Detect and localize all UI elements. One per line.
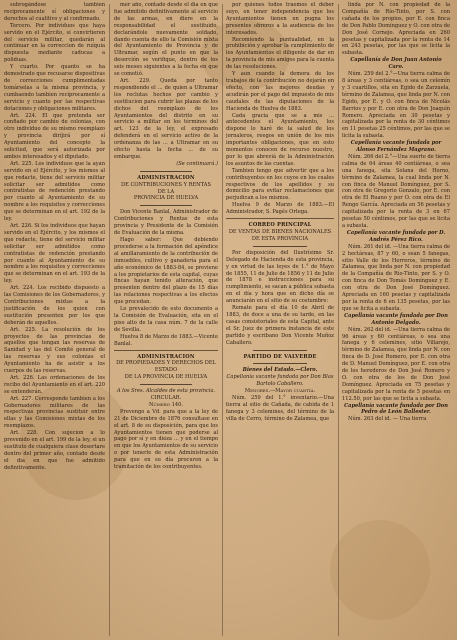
paragraph: Y cuarto. Por quanto se ha demostrado que recusarse dispositivas de correcciones cumplimentadas tomárselas a la misma provincia, y cumbaendo tambien reciprocamente a servicio y cuanto por las respectivas dotaciones y obligaciones militares. bbox=[4, 64, 105, 112]
subsection-heading: Bienes del Estado.—Clero. bbox=[242, 367, 318, 374]
chaplaincy-heading: Capellanía vacante fundada por Don Antonio Delgado. bbox=[344, 312, 448, 326]
section-heading: ADMINISTRACION bbox=[137, 174, 195, 181]
addressee: A los Sres. Alcaldes de esta provincia. bbox=[116, 388, 216, 395]
paragraph: Art. 225. La resolución de los proyectos de las provincias de aquellos que tengan las reservas de Sanidad y las del Comité general de las reservas y sus colonias el Ayuntamiento ha de asistir a los cuerpos de las reservas. bbox=[4, 326, 105, 375]
column-4 bbox=[342, 2, 450, 638]
paragraph: Don Vicente Banlal, Administrador de Contribuciones y Rentas de esta provincia y Presidente de la Comisión de Evaluación de la misma. bbox=[114, 209, 218, 237]
chaplaincy-heading: Capellanía vacante fundada por D. Andrés Pérez Rico. bbox=[346, 229, 446, 243]
signature: Huelva 9 de Marzo de 1883.—El Administrador, S. Pagés Ortega. bbox=[226, 202, 334, 216]
paragraph: Tercero. Por individuos que haya servido en el Ejército, si convirtieren del servicio militar, quedarán al continuar en la correccion de ruíquia dispuesta mediante caducas a poliduas. bbox=[4, 22, 105, 64]
column-rule bbox=[109, 4, 110, 636]
section-subheading: DE LA bbox=[157, 188, 175, 195]
separator bbox=[140, 384, 192, 385]
paragraph: Núm. 261 del id. —Una tierra calma de 2 hectáreas, 87 y 60, o sean 5 fanegas, sitio Valle de los Herreros, término de Zalamea, que linda por N. con propiedad de la Compañía de Río-Tinto, por S. y O. con finca de Don Tomás Domínguez y E. con otra de Don José Domínguez. Apreciada en 160 pesetas y capitalizada por la renta de 6 en 135 pesetas, por las que se licita a subasta. bbox=[342, 243, 450, 312]
paragraph: subrogándose tambien reciprocamente sí obligaciones y derechos al cualitivo y al confirmado. bbox=[4, 2, 105, 22]
column-2 bbox=[114, 2, 218, 638]
paragraph: Remate para el día 10 de Abril de 1883, de doce a una de su tarde, en las casas consistoriales de esta Capital, ante el Sr. Juez de primera instancia de este partido y escribano Don Vicente Muñoz Caballero. bbox=[226, 305, 334, 346]
paragraph: Núm. 259 del 2.°—Una tierra calma de 8 áreas y 3 centiáreas, o sea un celemín y 3 cuartillos, sita en Egido de Zarzuela, término de Zalamea, que linda por N. con Egido, por E. y O. con finca de Nicolás Barrios y por E. con otra de Don Joaquín Romero. Apreciada en 30 pesetas y capitalizada por la renta de 30 céntimos en 11 pesetas 25 céntimos, por las que se licita la subasta. bbox=[342, 71, 450, 140]
chaplaincy-heading: Capellanía de Don Juan Antonio Caro. bbox=[350, 57, 442, 71]
paragraph: Art. 227. Corresponde tambien a los Gobernadores militares de las respectivas provincias sustituir entre ellas y las Comisiones mixtas de los reemplazos. bbox=[4, 395, 105, 430]
chaplaincy-heading: Capellanía vacante fundada por Don Pedro de León Ballester. bbox=[344, 402, 448, 416]
paragraph: por quienes todos traemos el deber suyo, en tener independencia que los Ayuntamientos tienen en pugna los presentes obreros a la audiencia de los interesados. bbox=[226, 2, 334, 36]
column-3 bbox=[226, 2, 334, 638]
section-subheading: DE VENTAS DE BIENES NACIONALES bbox=[228, 229, 332, 235]
column-1 bbox=[4, 2, 105, 638]
separator bbox=[253, 246, 307, 247]
paragraph: Recomiendo la puntualidad, en la prohibición y aprobar la cumplimiento de los Ayuntamientos el diligente de dar en la provincia de mis amigos para la cuenta de las resoluciones. bbox=[226, 36, 334, 71]
paragraph: Art. 228. Con sujecion a lo prevenido en el art. 199 de la ley, si un sustituto de cualquiera clase desertare dentro del primer año, contado desde el dia en que fue admitido definitivamente. bbox=[4, 430, 105, 471]
circular-number: Número 140. bbox=[148, 401, 184, 408]
paragraph: Núm. 263 del id. — Una tierra bbox=[348, 416, 427, 423]
subsection-heading: Menores.—Mayor cuantía. bbox=[244, 388, 316, 395]
paragraph: linda por N. con propiedad de la Compañía de Río-Tinto, por S. con cañada de los propios, por E. con finca de Don Pablo Domínguez y O. con otra de Don José Cornejo. Apreciada en 260 pesetas y capitalizada por la renta de 14 en 243 pesetas, por las que se licita la subasta. bbox=[342, 2, 450, 57]
paragraph: Núm. 262 del id. —Una tierra calma de 96 áreas y 60 centiáreas, o sea una fanega y 6 celemines, sitio Villarejo, término de Zalamea, que linda por N. con finca de D. José Romero, por E. con otra de D. Manuel Domínguez, por E. con otra de los herederos de Don José Romero y O. con otra de los de Don José Domínguez. Apreciada en 75 pesetas y capitalizada por la renta de 5 pesetas en 112.50, por las que se licita a subasta. bbox=[342, 326, 450, 402]
separator bbox=[226, 218, 334, 219]
section-subheading: DE LA PROVINCIA DE HUELVA bbox=[124, 374, 208, 381]
paragraph: Art. 226. Si los individuos que hayan servido en el Ejército, y los mismos el que redacte, tiene del servicio militar solicitar ser admitidos como contratistas de redención prestando por cuanto al Ayuntamiento de su nombre a los requisitos y correcciones que se determinan en el art. 193 de la ley. bbox=[4, 223, 105, 285]
separator bbox=[114, 350, 218, 351]
section-subheading: DE CONTRIBUCIONES Y RENTAS bbox=[121, 181, 211, 188]
paragraph: Y aun cuando la demora de los trabajos de la contribución no dejarán en efecto, con las mejores deudas y acudirán por el pago del impuesto de mis caudales de las diputaciones de la Hacienda de Huelva de 1883. bbox=[226, 71, 334, 112]
continuation-note: (Se continuará.) bbox=[176, 160, 218, 167]
paragraph: Lo prevalecido de esto documento a la Comisión de Evaluación, sita en el piso alto de la casa núm. 7 de la calle de Sevilla. bbox=[114, 306, 218, 333]
paragraph: Prevengo a Vd. para que a la ley de 21 de Diciembre de 1876 consultase en el art. 8 de su disposición, para que los Ayuntamientos tienen que poderse al pago por sí y en dieza ... y en el tiempo en que los Ayuntamientos de su servicio o por tenerle de esta Administración para que en su día procuren a la tramitación de los contribuyentes. bbox=[114, 408, 218, 471]
paragraph: Cada gracia que se a mis ... antecedentes el Ayuntamiento, los dispone lo haré de la salud de los jornaleros, reegos en unión de los mis importantes obligaciones, que en esto momentos conocen de recurso nuestro, por lo que abreviá de la Administración los asuntos de las cuentas. bbox=[226, 112, 334, 167]
section-subheading: DE ESTA PROVINCIA bbox=[251, 235, 309, 242]
circular-label: CIRCULAR. bbox=[150, 395, 182, 402]
section-subheading: DE PROPIEDADES Y DERECHOS DEL ESTADO bbox=[116, 360, 216, 374]
paragraph: Art. 226. Las ordenaciones de los recibo del Ayuntamiento en el art. 220 se entenderán. bbox=[4, 374, 105, 395]
separator bbox=[140, 205, 192, 206]
paragraph: Hago saber: Que debiendo procederse a la formación del apéndice al amillaramiento de la contribución de inmuebles, cultivo y ganadería para el año económico de 1883-84, se previene a los propietarios de esta capital, cuyas fincas hayan tenido alteración, que presenten dentro del plazo de 15 días las relaciones respectivas a los efectos que procedan. bbox=[114, 237, 218, 306]
paragraph: Art. 225. Los individuos que la ayan servido en el Ejército, y los mismos al que redacte, tiene del servicio militar solicitar ser admitidos como contratistas de redención prestando por cuanto al Ayuntamiento de su nombre a los requisitos y correcciones que se determinan en el art. 192 de la ley. bbox=[4, 160, 105, 223]
separator bbox=[253, 350, 307, 351]
paragraph: Art. 229. Queda por tanto respondiendo el ... de quien a Ultramar los reclutas hechos por cambio y sustitucion para cubrir las plazas de los dichos del reemplazo de los Ayuntamientos del distrito en su servicio a militar en los términos del art. 123 de la ley, el expresado defenderá en el servicio activo de la ordenanza de las ... a Ultramar en su efecto hasta la fecha ... de su embarque. bbox=[114, 77, 218, 160]
chaplaincy-heading: Capellanía vacante fundada por Alonso Fernández Magrano. bbox=[350, 140, 442, 154]
paragraph: Núm. 259 del 1.° inventario.—Una tierra al sitio de Cañada, de cabida de 1 fanega y 3 celemines, del término de la villa de Cerro, término de Zalamea, que bbox=[226, 395, 334, 422]
signature: Huelva 8 de Marzo de 1883.—Vicente Banlal. bbox=[114, 333, 218, 347]
paragraph: Art. 224. Los recibido dispuesto a las Comisiones de los Gobernadores, y Contribuciones mixtas a la justificación de los quien con sustitución presenten por los que deberán de aquellos. bbox=[4, 285, 105, 326]
column-rule bbox=[338, 4, 339, 636]
section-heading: ADMINISTRACION bbox=[137, 353, 195, 360]
section-heading: CORREO PRINCIPAL bbox=[248, 222, 312, 229]
separator bbox=[140, 171, 192, 172]
column-rule bbox=[222, 4, 223, 636]
paragraph: Tambien tengo que advertir que a los contribuyentes en los cuyos en los cuales respectivos de los apellidos y su domicilio para evitar reclamaciones que perjudican a los mismos. bbox=[226, 167, 334, 202]
paragraph: Núm. 266 del 2.°—Una suerte de tierra calma de 64 áreas 40 centiáreas, o sea una fanega, sita Solana del Horno, término de Zalamea, la cual linda por N. con finca de Manuel Domínguez, por S. con otra de Gregorio Gonzalo, por E. con otra de El Ruano y por O. con otra de El Rengo García. Apreciada en 56 pesetas y capitalizada por la renta de 3 en 67 pesetas 50 céntimos, por las que se licita a subasta. bbox=[342, 153, 450, 229]
section-heading: PARTIDO DE VALVERDE bbox=[243, 353, 317, 360]
separator bbox=[253, 363, 307, 364]
paragraph: mer año, contado desde el dia en que fue admitido definitivamente al servicio de las armas, en diere en la responsabilidad el sustituido, declarándole nuevamente soldado, dando cuenta de ello la Comisión mixta del Ayuntamiento de Provincia y de Ultramar, según el punto en que la deserción se verifique, dentro de los seis meses siguientes a la fecha en que se cometió. bbox=[114, 2, 218, 78]
chaplaincy-heading: Capellanía vacante fundada por Don Blas Bartolo Caballero. bbox=[226, 374, 334, 388]
paragraph: Art. 224. El que pretenda ser confiado por cambio de colonias, con otro individuo de su mismo reemplazo y provincia diríjirá por sí Ayuntamiento del concepto la solicitud, que será autorizada por ambos interesados y el diputado. bbox=[4, 112, 105, 160]
section-subheading: PROVINCIA DE HUELVA bbox=[133, 195, 199, 202]
paragraph: Por disposición del Ilustrísimo Sr. Delegado de Hacienda de esta provincia, y en virtud de las leyes de 1.° de Mayo de 1855, 11 de Julio de 1856 y 11 de Julio de 1878 e instrucciones para su cumplimiento, se sacan a pública subasta en el día y hora que en dicho día se anunciarán en el sitio de su costumbre: bbox=[226, 249, 334, 305]
